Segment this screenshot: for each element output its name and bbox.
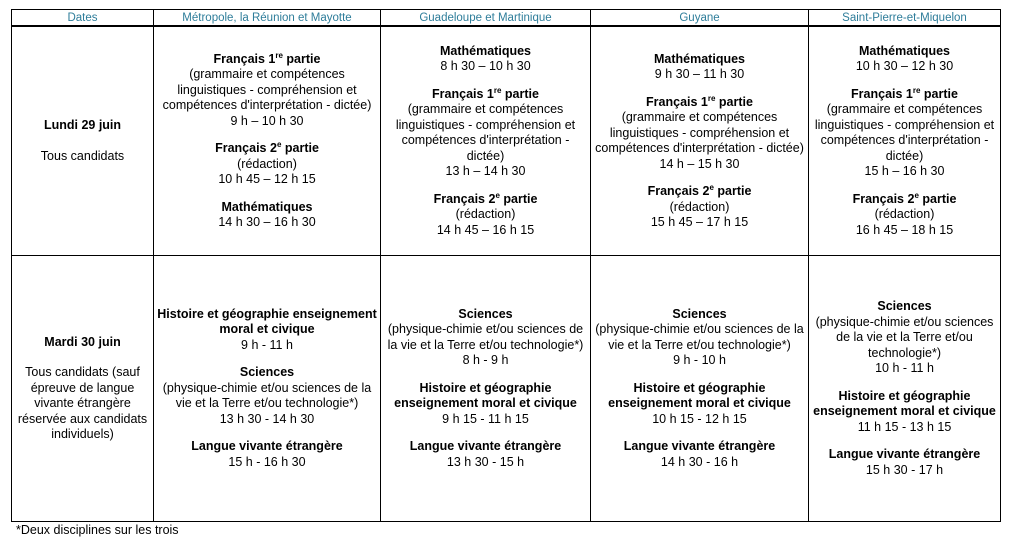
exam-title (384, 307, 587, 323)
exam-subject: Sciences (672, 306, 727, 321)
exam-spacer (809, 377, 1000, 389)
exam-ordinal: re (912, 85, 921, 95)
exam-time: 14 h 45 – 16 h 15 (436, 222, 535, 237)
exam-entry (157, 141, 377, 188)
exam-entry (157, 307, 377, 354)
exam-cell (154, 26, 381, 256)
exam-part: partie (715, 94, 753, 109)
exam-title (812, 44, 997, 60)
exam-spacer (381, 180, 590, 192)
exam-spacer (591, 172, 808, 184)
exam-entry (384, 439, 587, 470)
header-row (12, 10, 1001, 27)
exam-time: 9 h - 11 h (241, 337, 293, 352)
exam-time: 9 h – 10 h 30 (230, 113, 304, 128)
exam-subject: Sciences (877, 299, 932, 313)
exam-entry (594, 439, 805, 470)
exam-title (812, 389, 997, 420)
exam-title (384, 44, 587, 60)
day-note: Tous candidats (sauf épreuve de langue vivante étrangère réservée aux candidats individuels) (17, 365, 148, 441)
exam-part: partie (499, 191, 538, 206)
exam-title (384, 439, 587, 455)
exam-time: 9 h 30 – 11 h 30 (654, 67, 745, 81)
exam-ordinal: re (493, 85, 502, 95)
exam-title (384, 192, 587, 208)
exam-subject: Français 2 (647, 184, 710, 198)
exam-description: (rédaction) (237, 156, 297, 171)
exam-description: (physique-chimie et/ou sciences de la vie et la Terre et/ou technologie*) (162, 380, 372, 411)
exam-entry (812, 44, 997, 75)
exam-title (812, 447, 997, 463)
exam-time: 14 h 30 – 16 h 30 (218, 215, 316, 229)
exam-subject: Histoire et géographie enseignement moral et civique (813, 388, 996, 418)
exam-ordinal: re (707, 93, 716, 103)
schedule-container (11, 9, 1001, 522)
exam-title (157, 307, 377, 338)
exam-entry (812, 389, 997, 436)
exam-ordinal: e (914, 190, 919, 200)
exam-time: 10 h - 11 h (875, 361, 934, 375)
exam-title (594, 307, 805, 323)
exam-ordinal: e (495, 190, 500, 200)
exam-part: partie (501, 86, 539, 101)
exam-ordinal: e (276, 139, 282, 149)
exam-title (594, 95, 805, 111)
exam-entry (594, 381, 805, 428)
exam-spacer (381, 427, 590, 439)
exam-cell (154, 256, 381, 522)
exam-cell (809, 256, 1001, 522)
exam-title (812, 299, 997, 315)
exam-title (812, 192, 997, 208)
exam-entry (812, 299, 997, 377)
exam-description: (physique-chimie et/ou sciences de la vie et la Terre et/ou technologie*) (387, 322, 584, 352)
exam-spacer (591, 83, 808, 95)
exam-title (594, 381, 805, 412)
exam-time: 14 h – 15 h 30 (659, 156, 740, 171)
exam-description: (grammaire et compétences linguistiques - compréhension et compétences d'interprétation - dictée) (814, 102, 995, 163)
exam-subject: Français 2 (433, 191, 496, 206)
exam-description: (grammaire et compétences linguistiques - compréhension et compétences d'interprétation - dictée) (395, 102, 576, 163)
day-note: Tous candidats (40, 148, 125, 163)
exam-entry (812, 192, 997, 239)
exam-time: 8 h 30 – 10 h 30 (440, 59, 531, 74)
exam-title (384, 87, 587, 103)
day-label: Mardi 30 juin (44, 334, 121, 349)
exam-subject: Sciences (239, 365, 295, 380)
exam-spacer (381, 75, 590, 87)
schedule-row-tuesday (12, 256, 1001, 522)
exam-time: 11 h 15 - 13 h 15 (857, 419, 952, 434)
exam-description: (rédaction) (874, 207, 935, 222)
exam-time: 15 h 30 - 17 h (865, 462, 944, 477)
exam-entry (157, 439, 377, 470)
exam-subject: Mathématiques (221, 199, 313, 214)
exam-part: partie (713, 184, 752, 198)
exam-spacer (809, 435, 1000, 447)
exam-time: 10 h 45 – 12 h 15 (218, 172, 316, 186)
exam-description: (rédaction) (455, 207, 516, 222)
exam-subject: Langue vivante étrangère (409, 439, 562, 454)
exam-subject: Histoire et géographie enseignement moral et civique (157, 306, 377, 337)
exam-time: 15 h - 16 h 30 (228, 454, 306, 469)
exam-spacer (591, 427, 808, 439)
exam-subject: Français 1 (646, 94, 708, 109)
exam-spacer (154, 188, 380, 200)
exam-cell (809, 26, 1001, 256)
exam-title (594, 184, 805, 200)
exam-subject: Français 2 (852, 191, 915, 206)
exam-time: 13 h 30 - 14 h 30 (219, 411, 315, 426)
exam-description: (physique-chimie et/ou sciences de la vie et la Terre et/ou technologie*) (815, 314, 994, 360)
day-label: Lundi 29 juin (43, 118, 122, 132)
exam-spacer (591, 369, 808, 381)
footnote: *Deux disciplines sur les trois (16, 523, 179, 537)
exam-part: partie (281, 141, 319, 155)
exam-time: 13 h 30 - 15 h (446, 454, 525, 469)
exam-title (157, 439, 377, 455)
exam-time: 14 h 30 - 16 h (660, 454, 739, 469)
exam-subject: Sciences (458, 306, 513, 321)
exam-subject: Français 1 (432, 86, 494, 101)
exam-entry (812, 87, 997, 180)
exam-subject: Histoire et géographie enseignement moral et civique (608, 380, 791, 411)
exam-part: partie (918, 191, 957, 206)
exam-title (157, 52, 377, 68)
exam-description: (grammaire et compétences linguistiques - compréhension et compétences d'interprétation - dictée) (595, 110, 804, 155)
exam-part: partie (920, 86, 958, 101)
header-dates: Dates (12, 10, 154, 27)
exam-description: (physique-chimie et/ou sciences de la vie et la Terre et/ou technologie*) (595, 322, 804, 352)
exam-subject: Langue vivante étrangère (828, 447, 981, 461)
exam-subject: Français 1 (213, 51, 276, 66)
exam-subject: Français 1 (851, 86, 913, 101)
exam-entry (594, 95, 805, 173)
exam-time: 10 h 30 – 12 h 30 (855, 59, 954, 74)
exam-entry (384, 307, 587, 369)
exam-entry (812, 447, 997, 478)
exam-entry (594, 184, 805, 231)
exam-entry (384, 87, 587, 180)
exam-subject: Langue vivante étrangère (623, 439, 776, 454)
header-saint-pierre-miquelon: Saint-Pierre-et-Miquelon (809, 10, 1001, 27)
exam-description: (rédaction) (669, 199, 730, 214)
exam-time: 8 h - 9 h (462, 353, 509, 368)
date-cell (12, 256, 154, 522)
exam-entry (384, 381, 587, 428)
exam-time: 15 h 45 – 17 h 15 (650, 215, 749, 229)
exam-ordinal: e (709, 182, 714, 192)
exam-schedule-table (11, 9, 1001, 522)
exam-spacer (154, 353, 380, 365)
exam-subject: Langue vivante étrangère (191, 439, 343, 454)
exam-entry (594, 52, 805, 83)
exam-entry (384, 44, 587, 75)
exam-cell (381, 256, 591, 522)
exam-spacer (381, 369, 590, 381)
exam-entry (157, 200, 377, 231)
date-cell (12, 26, 154, 256)
exam-time: 16 h 45 – 18 h 15 (855, 222, 954, 237)
header-guyane: Guyane (591, 10, 809, 27)
exam-subject: Mathématiques (654, 51, 745, 66)
header-metropole: Métropole, la Réunion et Mayotte (154, 10, 381, 27)
exam-cell (381, 26, 591, 256)
exam-title (384, 381, 587, 412)
exam-title (157, 365, 377, 381)
exam-spacer (809, 75, 1000, 87)
exam-cell (591, 26, 809, 256)
exam-entry (384, 192, 587, 239)
exam-subject: Français 2 (215, 141, 277, 155)
exam-time: 9 h - 10 h (673, 353, 726, 368)
exam-part: partie (282, 51, 321, 66)
exam-spacer (154, 427, 380, 439)
exam-subject: Histoire et géographie enseignement moral et civique (394, 380, 577, 411)
exam-time: 10 h 15 - 12 h 15 (652, 411, 747, 426)
exam-subject: Mathématiques (859, 43, 950, 58)
exam-time: 13 h – 14 h 30 (445, 164, 526, 179)
exam-spacer (154, 129, 380, 141)
header-guadeloupe-martinique: Guadeloupe et Martinique (381, 10, 591, 27)
exam-entry (157, 52, 377, 130)
exam-time: 9 h 15 - 11 h 15 (442, 411, 529, 426)
exam-time: 15 h – 16 h 30 (864, 164, 945, 179)
exam-ordinal: re (275, 50, 283, 60)
exam-title (812, 87, 997, 103)
schedule-row-monday (12, 26, 1001, 256)
exam-description: (grammaire et compétences linguistiques - compréhension et compétences d'interprétation - dictée) (162, 67, 372, 112)
exam-spacer (809, 180, 1000, 192)
exam-entry (157, 365, 377, 427)
exam-cell (591, 256, 809, 522)
exam-entry (594, 307, 805, 369)
exam-subject: Mathématiques (440, 43, 531, 58)
exam-title (157, 141, 377, 157)
exam-title (594, 52, 805, 68)
exam-title (157, 200, 377, 216)
exam-title (594, 439, 805, 455)
